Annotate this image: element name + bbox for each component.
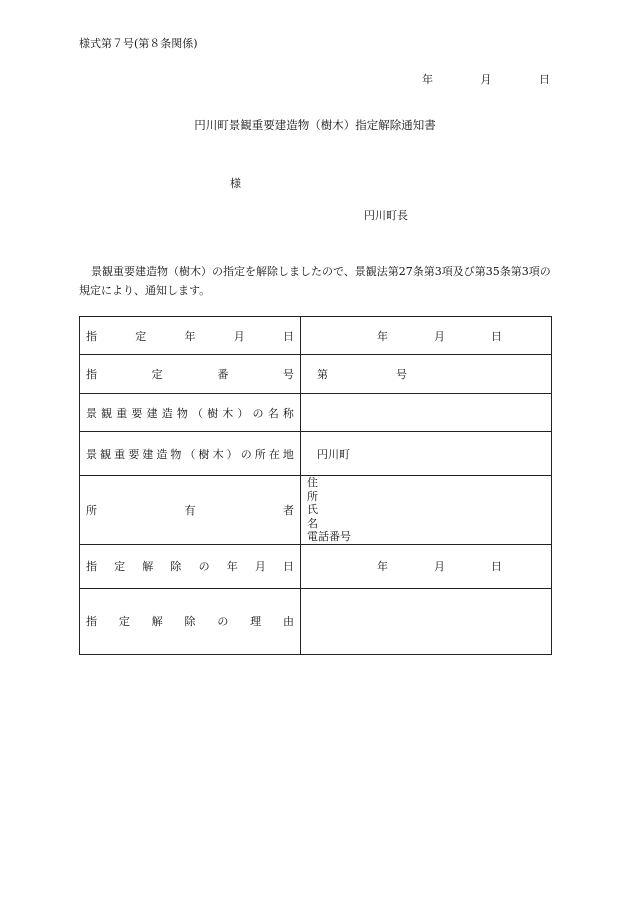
- label-char: 建: [142, 447, 154, 461]
- label-char: ）: [237, 406, 249, 420]
- label-char: 建: [146, 406, 158, 420]
- label-char: 景: [86, 447, 97, 461]
- label-char: 所: [307, 489, 318, 503]
- label-char: 造: [156, 447, 168, 461]
- label-char: 木: [222, 406, 234, 420]
- label-char: 重: [114, 447, 126, 461]
- month-label: 月: [434, 329, 445, 343]
- label-char: 観: [101, 406, 113, 420]
- label-char: 樹: [198, 447, 210, 461]
- label-char: 名: [307, 516, 318, 530]
- row-revocation-date: [80, 544, 552, 588]
- label-char: の: [240, 447, 252, 461]
- label-char: 解: [151, 615, 163, 628]
- label-char: 年: [184, 329, 196, 343]
- label-char: 有: [184, 503, 196, 517]
- label-char: 樹: [207, 406, 219, 420]
- label-char: の: [198, 560, 210, 573]
- value-building-name[interactable]: [301, 394, 552, 432]
- date-fields: [377, 328, 502, 344]
- label-char: 物: [170, 447, 182, 461]
- row-designation-number: [80, 355, 552, 394]
- row-designation-date: [80, 317, 552, 355]
- value-designation-date[interactable]: [301, 317, 552, 355]
- row-revocation-reason: [80, 588, 552, 654]
- label-owner: [80, 476, 301, 545]
- label-char: 定: [118, 615, 130, 628]
- label-building-location: [80, 432, 301, 476]
- label-char: 者: [283, 503, 294, 517]
- document-title: 円川町景観重要建造物（樹木）指定解除通知書: [194, 118, 436, 132]
- value-building-location[interactable]: [301, 432, 552, 476]
- spread-label: [80, 502, 300, 518]
- label-char: 指: [86, 615, 97, 628]
- year-label: 年: [377, 560, 388, 573]
- label-char: 号: [282, 368, 294, 381]
- spread-label: [80, 613, 300, 629]
- label-char: の: [217, 615, 229, 628]
- number-prefix: 第: [317, 368, 328, 381]
- issue-date: [422, 71, 550, 87]
- row-building-location: [80, 432, 552, 476]
- label-char: 日: [283, 329, 294, 343]
- label-char: 月: [233, 329, 245, 343]
- label-char: 番: [217, 368, 229, 381]
- year-label: 年: [377, 329, 388, 343]
- label-char: 理: [250, 615, 262, 628]
- spread-label: [80, 405, 300, 421]
- value-owner[interactable]: [301, 476, 552, 545]
- spread-label: [80, 446, 300, 462]
- label-char: 指: [86, 368, 97, 381]
- value-revocation-reason[interactable]: [301, 588, 552, 654]
- issue-date-year: 年: [422, 73, 433, 86]
- label-char: 木: [212, 447, 224, 461]
- label-char: 名: [267, 406, 279, 420]
- label-char: 日: [282, 560, 294, 573]
- label-char: ）: [226, 447, 238, 461]
- label-char: 氏: [307, 503, 318, 516]
- phone-label: 電話番号: [307, 530, 351, 543]
- label-revocation-reason: [80, 588, 301, 654]
- label-char: 解: [142, 560, 154, 573]
- label-char: 定: [135, 329, 147, 343]
- label-char: 称: [282, 406, 294, 420]
- label-char: 定: [114, 560, 126, 573]
- label-char: 指: [86, 560, 97, 573]
- day-label: 日: [491, 329, 502, 343]
- label-char: の: [252, 406, 264, 420]
- owner-address-row: [307, 476, 551, 503]
- label-char: 地: [282, 447, 294, 461]
- label-char: 除: [170, 560, 182, 573]
- name-label: [307, 503, 353, 530]
- spread-label: [80, 328, 300, 344]
- addressee: 様: [230, 177, 241, 190]
- spread-label: [80, 558, 300, 574]
- sender: 円川町長: [364, 209, 408, 222]
- label-revocation-date: [80, 544, 301, 588]
- value-designation-number[interactable]: [301, 355, 552, 394]
- date-fields: [377, 558, 502, 574]
- label-char: 月: [254, 560, 266, 573]
- owner-fields: [307, 476, 551, 544]
- form-number: 様式第７号(第８条関係): [79, 37, 198, 50]
- label-char: 住: [307, 476, 318, 489]
- label-designation-date: [80, 317, 301, 355]
- label-char: 所: [254, 447, 266, 461]
- number-suffix: 号: [396, 368, 407, 381]
- label-char: 造: [161, 406, 173, 420]
- form-table: [79, 316, 552, 655]
- label-char: 所: [86, 503, 97, 517]
- owner-name-row: [307, 503, 551, 530]
- label-char: 物: [176, 406, 188, 420]
- row-building-name: [80, 394, 552, 432]
- label-char: 在: [268, 447, 280, 461]
- label-char: 年: [226, 560, 238, 573]
- address-label: [307, 476, 353, 503]
- label-char: 景: [86, 406, 97, 420]
- label-char: 定: [151, 368, 163, 381]
- label-char: 要: [128, 447, 140, 461]
- issue-date-month: 月: [480, 73, 492, 86]
- label-char: （: [184, 447, 196, 461]
- issue-date-day: 日: [539, 73, 550, 86]
- label-designation-number: [80, 355, 301, 394]
- label-char: 除: [184, 615, 196, 628]
- location-value: 円川町: [317, 447, 350, 461]
- label-char: （: [191, 406, 203, 420]
- owner-phone-row: [307, 530, 551, 544]
- value-revocation-date[interactable]: [301, 544, 552, 588]
- label-char: 指: [86, 329, 97, 343]
- label-char: 観: [100, 447, 112, 461]
- row-owner: [80, 476, 552, 545]
- number-fields: [317, 366, 407, 382]
- label-char: 由: [282, 615, 294, 628]
- spread-label: [80, 366, 300, 382]
- month-label: 月: [434, 560, 445, 573]
- label-building-name: [80, 394, 301, 432]
- body-text: 景観重要建造物（樹木）の指定を解除しましたので、景観法第27条第3項及び第35条第3項の規定により、通知します。: [79, 265, 551, 297]
- label-char: 重: [116, 406, 128, 420]
- day-label: 日: [491, 560, 502, 573]
- label-char: 要: [131, 406, 143, 420]
